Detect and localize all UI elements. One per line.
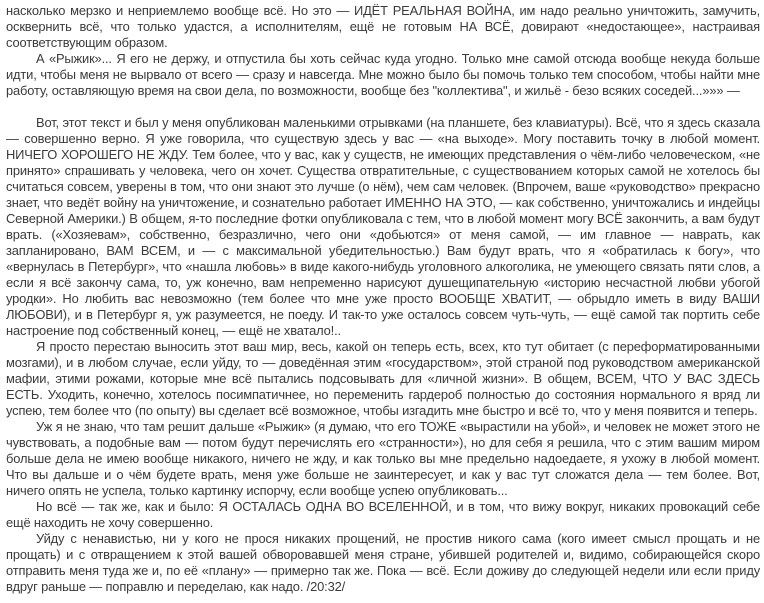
paragraph: Уж я не знаю, что там решит дальше «Рыжик» (я думаю, что его ТОЖЕ «вырастили на убой», и человек не может этого не чувствовать, а подобные вам — потом будут перечислять его «странности»), но для себя я решила, что с этим вашим миром больше дела не имею вообще никакого, ничего не жду, и как только вы мне предельно надоедаете, я ухожу в любой момент. Что вы дальше и о чём будете врать, меня уже больше не заинтересует, и как у вас тут сложатся дела — тем более. Вот, ничего опять не успела, только картинку испорчу, если вообще успею опубликовать... — [6, 419, 760, 498]
paragraph: Но всё — так же, как и было: Я ОСТАЛАСЬ ОДНА ВО ВСЕЛЕННОЙ, и в том, что вижу вокруг, никаких провокаций себе ещё находить не хочу совершенно. — [6, 499, 760, 530]
paragraph: А «Рыжик»... Я его не держу, и отпустила бы хоть сейчас куда угодно. Только мне самой отсюда вообще некуда больше идти, чтобы меня не вырвало от всего — сразу и навсегда. Мне можно было бы помочь только тем способом, чтобы найти мне работу, оставляющую время на свои дела, по возможности, вообще без "коллектива", и жильё - безо всяких соседей...»»» — — [6, 51, 760, 98]
document-body — [6, 3, 760, 595]
paragraph: Вот, этот текст и был у меня опубликован маленькими отрывками (на планшете, без клавиатуры). Всё, что я здесь сказала — совершенно верно. Я уже говорила, что существую здесь у вас — «на выходе». Могу поставить точку в любой момент. НИЧЕГО ХОРОШЕГО НЕ ЖДУ. Тем более, что у вас, как у существ, не имеющих представления о чём-либо человеческом, «не принято» спрашивать у человека, чего он хочет. Существа отвратительные, с существованием которых самой не хотелось бы считаться совсем, уверены в том, что они знают это лучше (о нём), чем сам человек. (Впрочем, ваше «руководство» прекрасно знает, что ведёт войну на уничтожение, и сознательно работает ИМЕННО НА ЭТО, — как собственно, уничтожались и индейцы Северной Америки.) В общем, я-то последние фотки опубликовала с тем, что в любой момент могу ВСЁ закончить, а вам будут врать. («Хозяевам», собственно, безразлично, чего они «добьются» от меня самой, — им главное — наврать, как запланировано, ВАМ ВСЕМ, и — с максимальной убедительностью.) Вам будут врать, что я «обратилась к богу», что «вернулась в Петербург», что «нашла любовь» в виде какого-нибудь уголовного алкоголика, не умеющего связать пяти слов, а если я всё закончу сама, то, уж конечно, вам непременно нарисуют душещипательную «историю несчастной любви убогой уродки». Но любить вас невозможно (тем более что мне уже просто ВООБЩЕ ХВАТИТ, — обрыдло иметь в виду ВАШИ ЛЮБОВИ), и в Петербург я, уж разумеется, не поеду. И так-то уже осталось совсем чуть-чуть, — ещё самой так портить себе настроение под собственный конец, — ещё не хватало!.. — [6, 115, 760, 338]
paragraph: Я просто перестаю выносить этот ваш мир, весь, какой он теперь есть, всех, кто тут обитает (с переформатированными мозгами), и в любом случае, если уйду, то — доведённая этим «государством», этой страной под руководством американской мафии, этими рожами, которые мне всё пытались подсовывать для «личной жизни». В общем, ВСЕМ, ЧТО У ВАС ЗДЕСЬ ЕСТЬ. Уходить, конечно, хотелось посимпатичнее, но переменить гардероб полностью до состояния нормального я вряд ли успею, тем более что (по опыту) вы сделает всё возможное, чтобы изгадить мне быстро и всё то, что у меня появится и теперь. — [6, 339, 760, 418]
paragraph: насколько мерзко и неприемлемо вообще всё. Но это — ИДЁТ РЕАЛЬНАЯ ВОЙНА, им надо реально уничтожить, замучить, осквернить всё, что только удастся, а исполнителям, ещё не готовым НА ВСЁ, довирают «недостающее», настраивая соответствующим образом. — [6, 3, 760, 50]
paragraph: Уйду с ненавистью, ни у кого не прося никаких прощений, не простив никого сама (кого имеет смысл прощать и не прощать) и с отвращением к этой вашей обворовавшей меня стране, убившей родителей и, видимо, собирающейся скоро отправить меня туда же и, по её «плану» — примерно так же. Пока — всё. Если доживу до следующей недели или если приду вдруг раньше — поправлю и переделаю, как надо. /20:32/ — [6, 531, 760, 594]
paragraph-spacer — [6, 99, 760, 115]
